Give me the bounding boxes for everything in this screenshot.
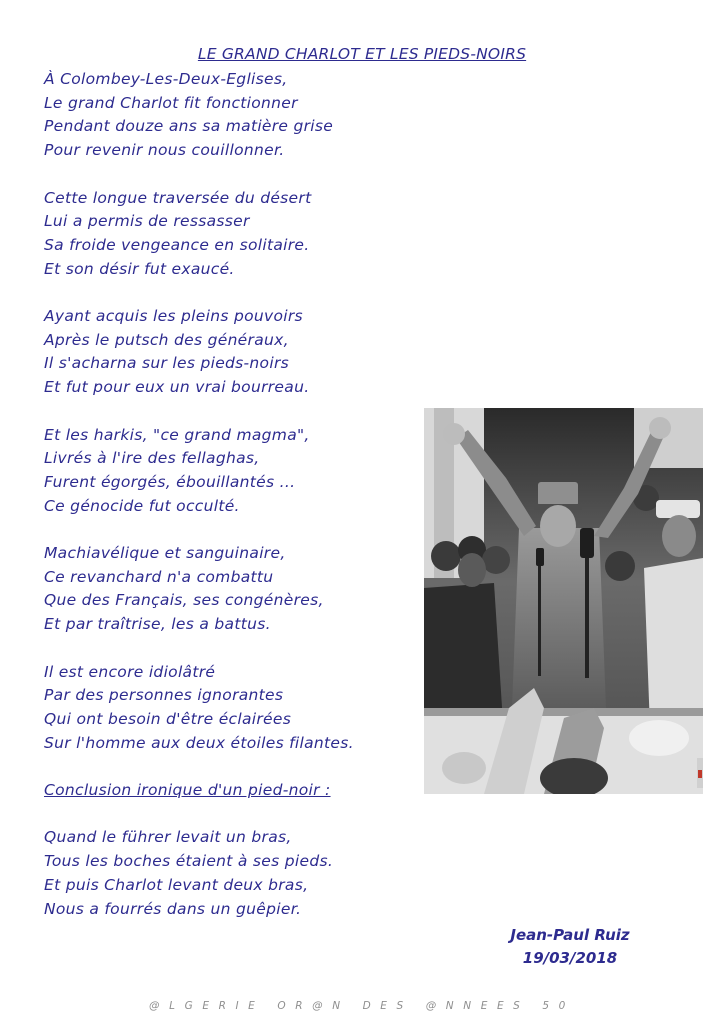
poem-date: 19/03/2018 [522, 949, 618, 967]
poem-line: Furent égorgés, ébouillantés ... [44, 472, 296, 491]
poem-line: Quand le führer levait un bras, [44, 828, 292, 847]
stanza-1 [44, 68, 424, 163]
stanza-3 [44, 305, 424, 400]
conclusion-heading: Conclusion ironique d'un pied-noir : [44, 781, 331, 799]
poem-line: Que des Français, ses congénères, [44, 591, 324, 610]
stanza-gap [44, 518, 424, 542]
stanza-5 [44, 542, 424, 637]
poem-body [44, 68, 424, 921]
stanza-gap [44, 755, 424, 779]
poem-line: Et les harkis, "ce grand magma", [44, 425, 310, 444]
poem-line: Sur l'homme aux deux étoiles filantes. [44, 733, 354, 752]
photo-general-raising-arms-icon [424, 408, 703, 794]
conclusion-stanza [44, 826, 424, 921]
stanza-2 [44, 187, 424, 282]
poem-line: Cette longue traversée du désert [44, 188, 312, 207]
signature-block [490, 924, 650, 970]
poem-line: Par des personnes ignorantes [44, 686, 284, 705]
poem-line: Pour revenir nous couillonner. [44, 141, 285, 160]
poem-line: Il s'acharna sur les pieds-noirs [44, 354, 289, 373]
poem-line: Après le putsch des généraux, [44, 330, 289, 349]
poem-line: Et puis Charlot levant deux bras, [44, 875, 309, 894]
poem-line: À Colombey-Les-Deux-Eglises, [44, 70, 288, 88]
poem-line: Livrés à l'ire des fellaghas, [44, 449, 260, 468]
poem-line: Nous a fourrés dans un guêpier. [44, 899, 302, 918]
stanza-gap [44, 803, 424, 827]
stanza-gap [44, 400, 424, 424]
poem-line: Ce génocide fut occulté. [44, 496, 240, 515]
stanza-6 [44, 661, 424, 756]
poem-line: Ce revanchard n'a combattu [44, 567, 274, 586]
stanza-4 [44, 424, 424, 519]
author-name: Jean-Paul Ruiz [510, 926, 630, 944]
stanza-gap [44, 637, 424, 661]
poem-line: Et fut pour eux un vrai bourreau. [44, 378, 310, 397]
poem-line: Ayant acquis les pleins pouvoirs [44, 307, 303, 325]
poem-line: Pendant douze ans sa matière grise [44, 117, 334, 136]
footer-watermark: @LGERIE OR@N DES @NNEES 50 [149, 1000, 575, 1012]
stanza-gap [44, 281, 424, 305]
poem-line: Machiavélique et sanguinaire, [44, 544, 286, 562]
poem-line: Le grand Charlot fit fonctionner [44, 93, 298, 112]
poem-line: Lui a permis de ressasser [44, 212, 250, 231]
poem-line: Et par traîtrise, les a battus. [44, 615, 271, 634]
poem-title: LE GRAND CHARLOT ET LES PIEDS-NOIRS [197, 45, 527, 63]
poem-line: Et son désir fut exaucé. [44, 259, 235, 278]
poem-line: Tous les boches étaient à ses pieds. [44, 852, 334, 871]
stanza-gap [44, 163, 424, 187]
historical-photo [424, 408, 703, 794]
poem-line: Qui ont besoin d'être éclairées [44, 709, 292, 728]
poem-line: Sa froide vengeance en solitaire. [44, 235, 310, 254]
poem-line: Il est encore idiolâtré [44, 662, 216, 681]
